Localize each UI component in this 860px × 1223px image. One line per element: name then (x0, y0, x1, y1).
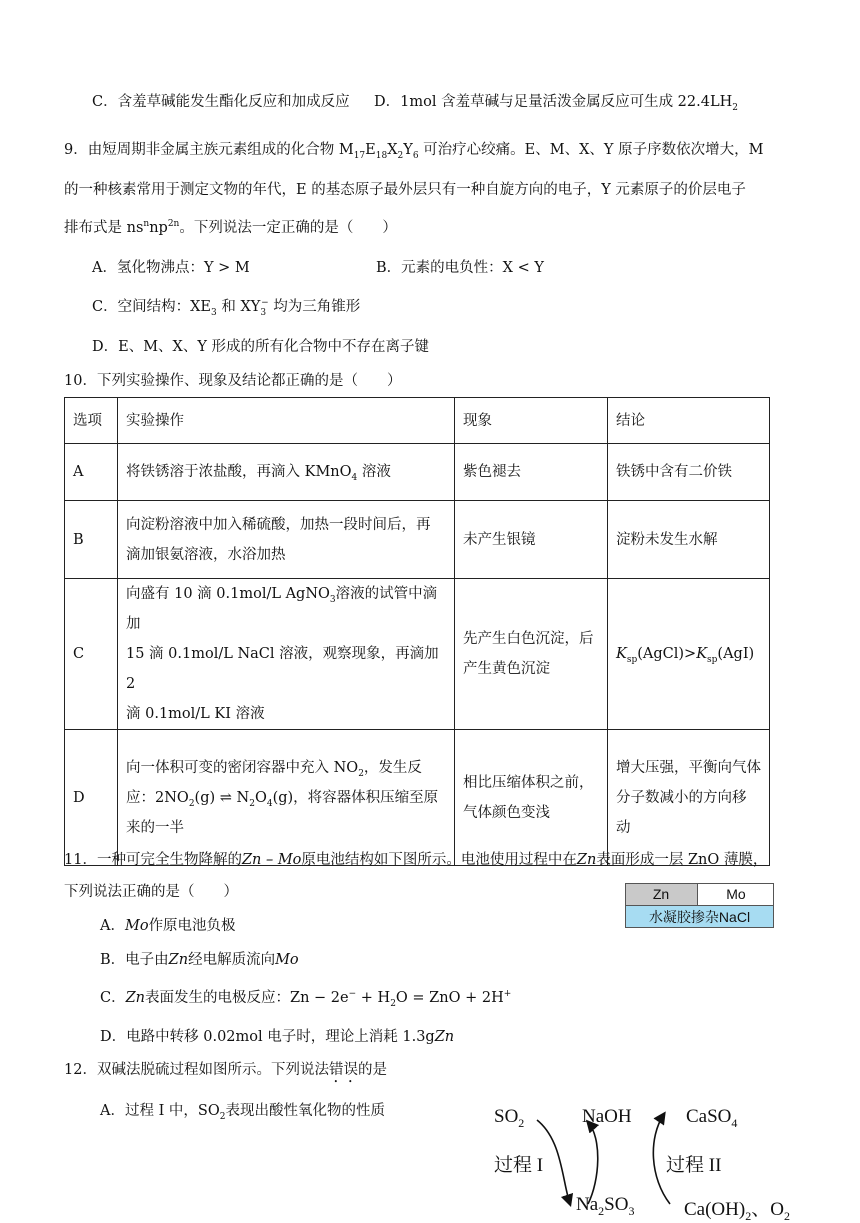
row-a-phenomenon: 紫色褪去 (455, 444, 608, 501)
header-operation: 实验操作 (118, 398, 455, 444)
fig-naoh: NaOH (582, 1106, 632, 1127)
q9-stem-line3: 排布式是 $ns^nnp^{2n}$。下列说法一定正确的是（ ） (64, 219, 397, 236)
experiment-table (64, 397, 770, 866)
header-conclusion: 结论 (608, 398, 770, 444)
fig-process-2: 过程 II (666, 1155, 722, 1176)
row-b-conclusion: 淀粉未发生水解 (608, 501, 770, 579)
table-row (65, 579, 770, 730)
row-a-conclusion: 铁锈中含有二价铁 (608, 444, 770, 501)
table-row (65, 730, 770, 866)
q8-option-c: C．含羞草碱能发生酯化反应和加成反应 (92, 94, 350, 110)
row-a-operation: 将铁锈溶于浓盐酸，再滴入 KMnO$_4$ 溶液 (118, 444, 455, 501)
q11-option-c: C．Zn表面发生的电极反应：$Zn - 2e^- + H_2O$ = ZnO + 2H+ (100, 989, 512, 1009)
table-header-row (65, 398, 770, 444)
row-b-option: B (65, 501, 118, 579)
fig-so2: $SO_2$ (494, 1106, 525, 1130)
q10-stem: 10．下列实验操作、现象及结论都正确的是（ ） (64, 373, 402, 389)
q11-option-b: B．电子由Zn经电解质流向Mo (100, 952, 299, 968)
row-a-option: A (65, 444, 118, 501)
q11-stem-line1: 11．一种可完全生物降解的Zn – Mo原电池结构如下图所示。电池使用过程中在Zn表面形成一层 ZnO 薄膜， (64, 852, 768, 868)
row-c-phenomenon: 先产生白色沉淀，后 产生黄色沉淀 (455, 579, 608, 730)
fig-gel-label: 水凝胶掺杂NaCl (648, 909, 751, 925)
q12-option-a: A．过程 I 中，$SO_2$表现出酸性氧化物的性质 (100, 1103, 385, 1122)
fig-mo-label: Mo (726, 886, 746, 902)
q9-option-c: C．空间结构：$XE_3$ 和 $XY_3^-$ 均为三角锥形 (92, 298, 361, 318)
header-phenomenon: 现象 (455, 398, 608, 444)
fig-process-1: 过程 I (494, 1155, 544, 1176)
q11-option-d: D．电路中转移 0.02mol 电子时，理论上消耗 1.3gZn (100, 1029, 455, 1045)
row-c-operation: 向盛有 10 滴 0.1mol/L AgNO$_3$溶液的试管中滴加 15 滴 0.1mol/L NaCl 溶液，观察现象，再滴加 2 滴 0.1mol/L KI 溶液 (118, 579, 455, 730)
row-c-conclusion: $K_{sp}(AgCl)>K_{sp}(AgI)$ (608, 579, 770, 730)
q9-option-d: D．E、M、X、Y 形成的所有化合物中不存在离子键 (92, 339, 430, 355)
row-d-option: D (65, 730, 118, 866)
q11-stem-line2: 下列说法正确的是（ ） (64, 884, 238, 900)
q11-option-a: A．Mo作原电池负极 (100, 918, 236, 934)
q9-stem-line2: 的一种核素常用于测定文物的年代，E 的基态原子最外层只有一种自旋方向的电子，Y 元素原子的价层电子 (64, 182, 746, 198)
row-c-option: C (65, 579, 118, 730)
q9-option-b: B．元素的电负性：X < Y (376, 260, 544, 276)
desulfurization-diagram (490, 1100, 820, 1223)
fig-zn-label: Zn (652, 886, 670, 902)
fig-caoh2-o2: $Ca(OH)_2$、$O_2$ (684, 1199, 790, 1223)
q8-option-d: D．1mol 含羞草碱与足量活泼金属反应可生成 $22.4LH_2$ (374, 94, 738, 113)
header-option: 选项 (65, 398, 118, 444)
fig-caso4: CaSO$_4$ (686, 1106, 738, 1130)
row-d-phenomenon: 相比压缩体积之前， 气体颜色变浅 (455, 730, 608, 866)
q12-stem: 12．双碱法脱硫过程如图所示。下列说法错误的是 (64, 1062, 387, 1078)
row-b-operation: 向淀粉溶液中加入稀硫酸，加热一段时间后，再 滴加银氨溶液，水浴加热 (118, 501, 455, 579)
row-d-conclusion: 增大压强，平衡向气体 分子数减小的方向移 动 (608, 730, 770, 866)
table-row (65, 501, 770, 579)
fig-na2so3: $Na_2SO_3$ (576, 1194, 635, 1218)
process-1-arrow-up (588, 1122, 598, 1204)
q9-stem-line1: 9．由短周期非金属主族元素组成的化合物 $M_{17}E_{18}X_2Y_6$ 可治疗心绞痛。E、M、X、Y 原子序数依次增大，M (64, 142, 764, 161)
row-b-phenomenon: 未产生银镜 (455, 501, 608, 579)
q9-option-a: A．氢化物沸点：Y > M (92, 260, 250, 276)
row-d-operation: 向一体积可变的密闭容器中充入 $NO_2$，发生反 应：$2NO_2(g)$ ⇌ $N_2O_4(g)$，将容器体积压缩至原 来的一半 (118, 730, 455, 866)
table-row (65, 444, 770, 501)
battery-diagram (625, 883, 775, 929)
